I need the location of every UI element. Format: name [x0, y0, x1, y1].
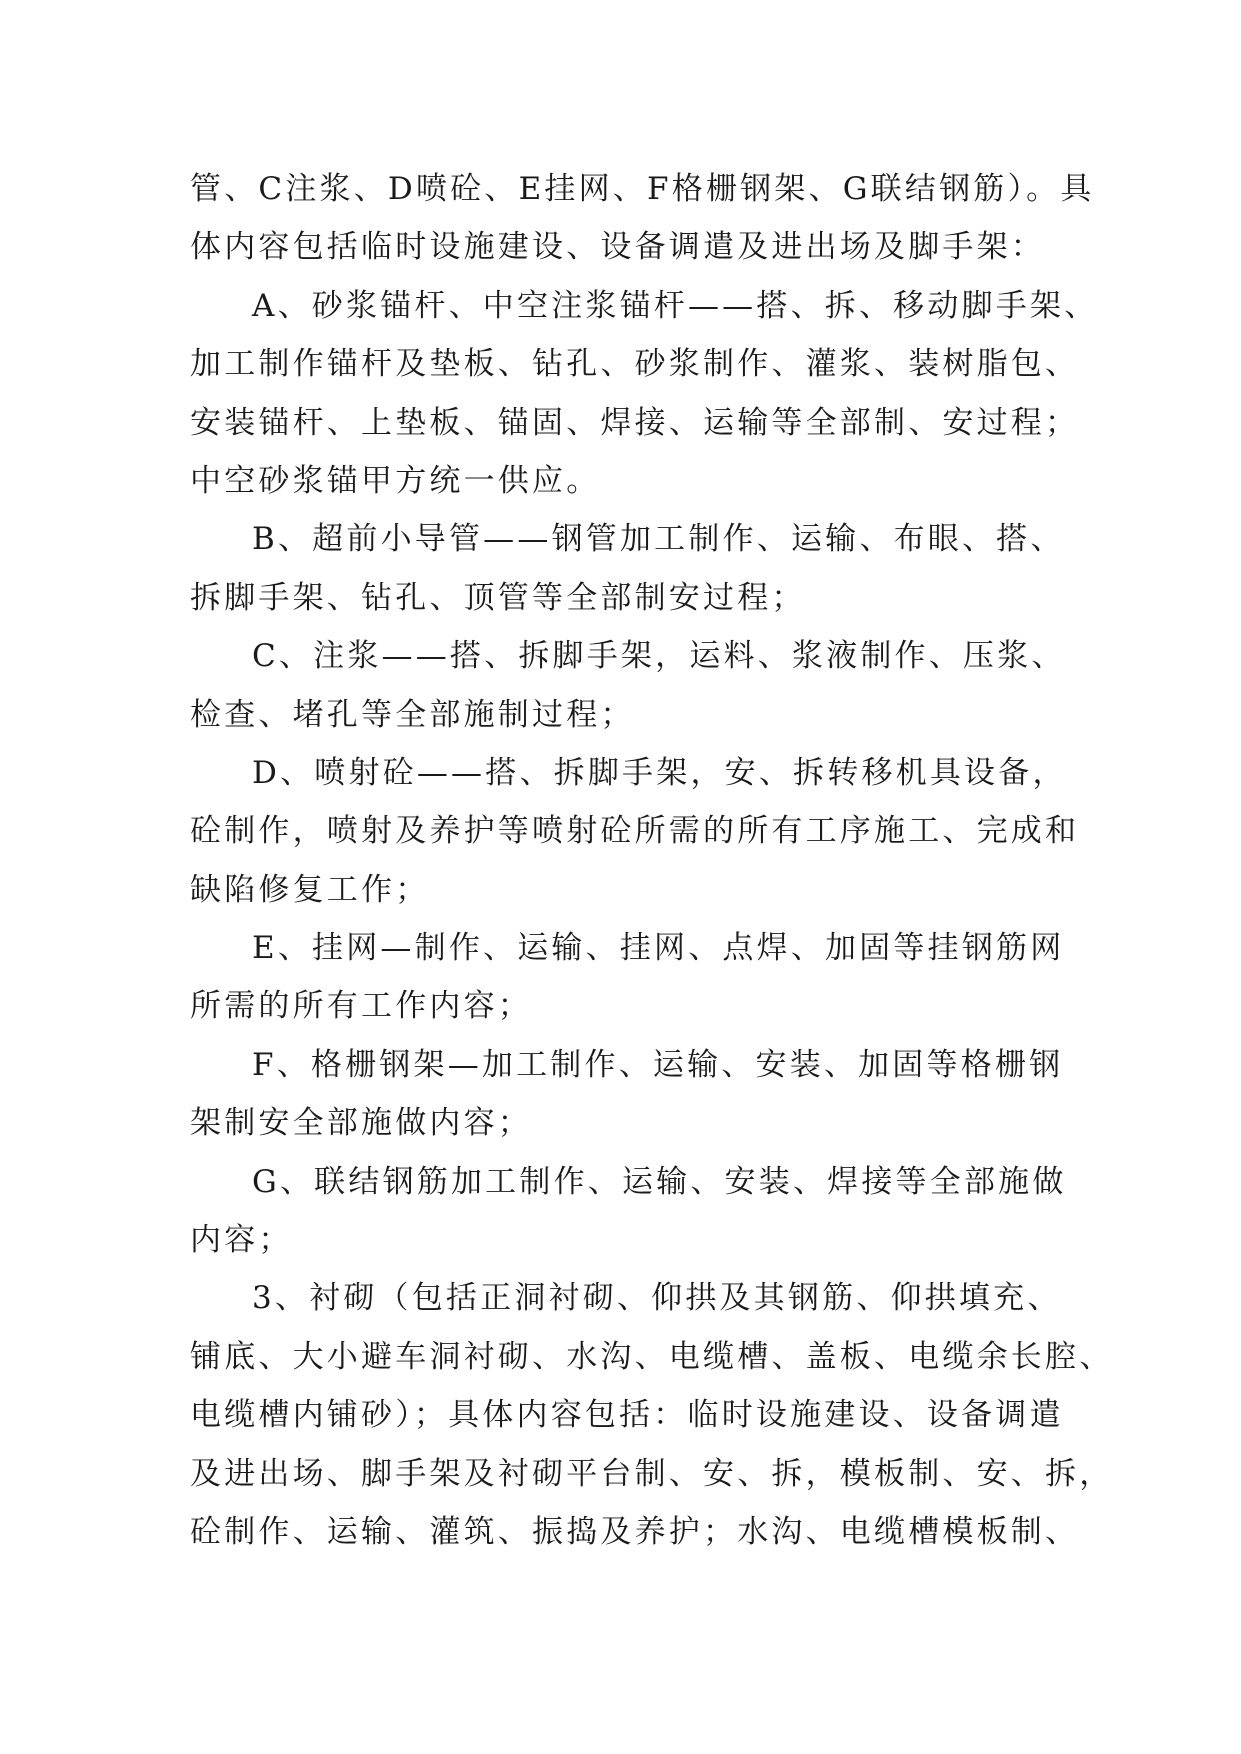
document-body — [190, 160, 1114, 1561]
paragraph-first-line: G、联结钢筋加工制作、运输、安装、焊接等全部施做 — [252, 1163, 1067, 1200]
text-line: 拆脚手架、钻孔、顶管等全部制安过程； — [190, 579, 806, 616]
paragraph-first-line: F、格栅钢架—加工制作、运输、安装、加固等格栅钢 — [252, 1046, 1064, 1083]
text-line: 内容； — [190, 1222, 293, 1259]
text-line: 管、C注浆、D喷砼、E挂网、F格栅钢架、G联结钢筋）。具 — [190, 171, 1095, 207]
text-line: 砼制作、运输、灌筑、振捣及养护；水沟、电缆槽模板制、 — [190, 1513, 1080, 1550]
text-line: 铺底、大小避车洞衬砌、水沟、电缆槽、盖板、电缆余长腔、 — [190, 1338, 1114, 1375]
text-line: 检查、堵孔等全部施制过程； — [190, 696, 635, 733]
paragraph-first-line: 3、衬砌（包括正洞衬砌、仰拱及其钢筋、仰拱填充、 — [252, 1280, 1062, 1317]
text-line: 电缆槽内铺砂）；具体内容包括：临时设施建设、设备调遣 — [190, 1397, 1064, 1434]
text-line: 所需的所有工作内容； — [190, 988, 532, 1025]
text-line: 加工制作锚杆及垫板、钻孔、砂浆制作、灌浆、装树脂包、 — [190, 346, 1080, 383]
text-line: 缺陷修复工作； — [190, 871, 430, 908]
text-line: 砼制作，喷射及养护等喷射砼所需的所有工序施工、完成和 — [190, 813, 1080, 850]
text-line: 体内容包括临时设施建设、设备调遣及进出场及脚手架： — [190, 229, 1045, 266]
text-line: 及进出场、脚手架及衬砌平台制、安、拆，模板制、安、拆， — [190, 1455, 1114, 1492]
paragraph-first-line: C、注浆——搭、拆脚手架，运料、浆液制作、压浆、 — [252, 638, 1066, 675]
text-line: 安装锚杆、上垫板、锚固、焊接、运输等全部制、安过程； — [190, 404, 1080, 441]
paragraph-first-line: B、超前小导管——钢管加工制作、运输、布眼、搭、 — [252, 521, 1065, 558]
paragraph-first-line: A、砂浆锚杆、中空注浆锚杆——搭、拆、移动脚手架、 — [252, 287, 1099, 324]
text-line: 中空砂浆锚甲方统一供应。 — [190, 462, 601, 499]
paragraph-first-line: E、挂网—制作、运输、挂网、点焊、加固等挂钢筋网 — [252, 930, 1065, 967]
paragraph-first-line: D、喷射砼——搭、拆脚手架，安、拆转移机具设备， — [252, 754, 1067, 791]
text-line: 架制安全部施做内容； — [190, 1105, 532, 1142]
